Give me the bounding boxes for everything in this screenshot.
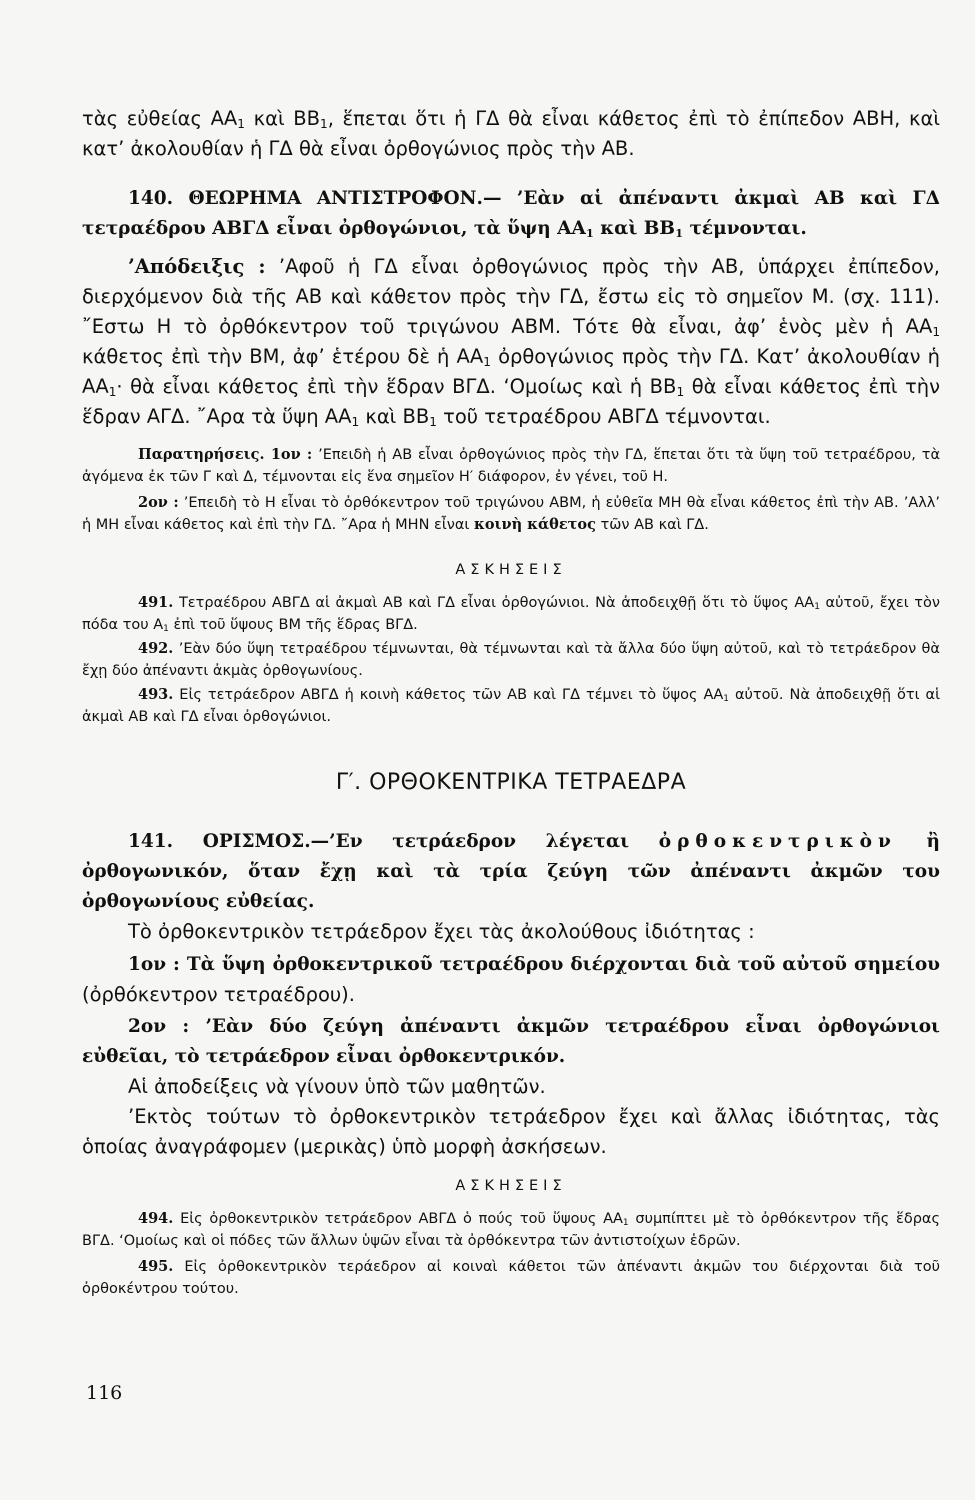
exercise-494: 494. Εἰς ὀρθοκεντρικὸν τετράεδρον ΑΒΓΔ ὁ πούς τοῦ ὕψους $AA_1$ συμπίπτει μὲ τὸ ὀρθόκεντρον τῆς ἕδρας ΒΓΔ. ‘Ομοίως καὶ οἱ πόδες τῶν ἄλλων ὑψῶν εἶναι τὰ ὀρθόκεντρα τῶν ἀντιστοίχων ἑδρῶν. (82, 1210, 940, 1249)
page-number: 116 (86, 1382, 123, 1404)
remarks-2: 2ον : ’Επειδὴ τὸ Η εἶναι τὸ ὀρθόκεντρον τοῦ τριγώνου ΑΒΜ, ἡ εὐθεῖα ΜΗ θὰ εἶναι κάθετος ἐπὶ τὴν ΑΒ. ’Αλλ’ ἡ ΜΗ εἶναι κάθετος καὶ ἐπὶ τὴν ΓΔ. ῎Αρα ἡ ΜΗΝ εἶναι κοινὴ κάθετος τῶν ΑΒ καὶ ΓΔ. (82, 494, 940, 533)
remarks-1: Παρατηρήσεις. 1ον : ’Επειδὴ ἡ ΑΒ εἶναι ὀρθογώνιος πρὸς τὴν ΓΔ, ἕπεται ὅτι τὰ ὕψη τοῦ τετραέδρου, τὰ ἀγόμενα ἐκ τῶν Γ καὶ Δ, τέμνονται εἰς ἕνα σημεῖον Η′ διάφορον, ἐν γένει, τοῦ Η. (82, 446, 940, 485)
theorem-140: 140. ΘΕΩΡΗΜΑ ΑΝΤΙΣΤΡΟΦΟΝ.— ’Εὰν αἱ ἀπέναντι ἀκμαὶ ΑΒ καὶ ΓΔ τετραέδρου ΑΒΓΔ εἶναι ὀρθογώνιοι, τὰ ὕψη $AA_1$ καὶ $BB_1$ τέμνονται. (82, 188, 940, 240)
other-properties: ’Εκτὸς τούτων τὸ ὀρθοκεντρικὸν τετράεδρον ἔχει καὶ ἄλλας ἰδιότητας, τὰς ὁποίας ἀναγράφομεν (μερικὰς) ὑπὸ μορφὴ ἀσκήσεων. (82, 1105, 940, 1158)
exercises-heading-1: ΑΣΚΗΣΕΙΣ (455, 562, 567, 578)
exercise-491: 491. Τετραέδρου ΑΒΓΔ αἱ ἀκμαὶ ΑΒ καὶ ΓΔ εἶναι ὀρθογώνιοι. Νὰ ἀποδειχθῇ ὅτι τὸ ὕψος $AA_1$ αὐτοῦ, ἔχει τὸν πόδα του $A_1$ ἐπὶ τοῦ ὕψους ΒΜ τῆς ἕδρας ΒΓΔ. (82, 594, 940, 635)
exercise-493: 493. Εἰς τετράεδρον ΑΒΓΔ ἡ κοινὴ κάθετος τῶν ΑΒ καὶ ΓΔ τέμνει τὸ ὕψος $AA_1$ αὐτοῦ. Νὰ ἀποδειχθῇ ὅτι αἱ ἀκμαὶ ΑΒ καὶ ΓΔ εἶναι ὀρθογώνιοι. (82, 686, 941, 725)
intro-paragraph: τὰς εὐθείας $AA_1$ καὶ $BB_1$, ἕπεται ὅτι ἡ ΓΔ θὰ εἶναι κάθετος ἐπὶ τὸ ἐπίπεδον ΑΒΗ, καὶ κατ’ ἀκολουθίαν ἡ ΓΔ θὰ εἶναι ὀρθογώνιος πρὸς τὴν ΑΒ. (82, 107, 940, 160)
property-1: 1ον : Τὰ ὕψη ὀρθοκεντρικοῦ τετραέδρου διέρχονται διὰ τοῦ αὐτοῦ σημείου (ὀρθόκεντρον τετραέδρου). (82, 954, 940, 1006)
page-body (82, 100, 940, 1300)
defined-term: ὀρθοκεντρικὸν (658, 831, 897, 852)
remarks-label: Παρατηρήσεις. (138, 446, 265, 463)
exercises-heading-2: ΑΣΚΗΣΕΙΣ (455, 1178, 567, 1194)
definition-141: 141. ΟΡΙΣΜΟΣ.—’Εν τετράεδρον λέγεται ὀρθοκεντρικὸν ἢ ὀρθογωνικόν, ὅταν ἔχῃ καὶ τὰ τρία ζεύγη τῶν ἀπέναντι ἀκμῶν του ὀρθογωνίους εὐθείας. (82, 831, 940, 912)
property-2: 2ον : ’Εὰν δύο ζεύγη ἀπέναντι ἀκμῶν τετραέδρου εἶναι ὀρθογώνιοι εὐθεῖαι, τὸ τετράεδρον εἶναι ὀρθοκεντρικόν. (82, 1016, 940, 1067)
exercise-495: 495. Εἰς ὀρθοκεντρικὸν τεράεδρον αἱ κοιναὶ κάθετοι τῶν ἀπέναντι ἀκμῶν του διέρχονται διὰ τοῦ ὀρθοκέντρου τούτου. (82, 1258, 940, 1297)
proof-140: ’Απόδειξις : ’Αφοῦ ἡ ΓΔ εἶναι ὀρθογώνιος πρὸς τὴν ΑΒ, ὑπάρχει ἐπίπεδον, διερχόμενον διὰ τῆς ΑΒ καὶ κάθετον πρὸς τὴν ΓΔ, ἔστω εἰς τὸ σημεῖον Μ. (σχ. 111). ῎Εστω Η τὸ ὀρθόκεντρον τοῦ τριγώνου ΑΒΜ. Τότε θὰ εἶναι, ἀφ’ ἑνὸς μὲν ἡ $AA_1$ κάθετος ἐπὶ τὴν ΒΜ, ἀφ’ ἑτέρου δὲ ἡ $AA_1$ ὀρθογώνιος πρὸς τὴν ΓΔ. Κατ’ ἀκολουθίαν ἡ $AA_1\cdot$ θὰ εἶναι κάθετος ἐπὶ τὴν ἕδραν ΒΓΔ. ‘Ομοίως καὶ ἡ $BB_1$ θὰ εἶναι κάθετος ἐπὶ τὴν ἕδραν ΑΓΔ. ῎Αρα τὰ ὕψη $AA_1$ καὶ $BB_1$ τοῦ τετραέδρου ΑΒΓΔ τέμνονται. (82, 255, 940, 430)
proofs-note: Αἱ ἀποδείξεις νὰ γίνουν ὑπὸ τῶν μαθητῶν. (128, 1075, 546, 1098)
section-title: Γ′. ΟΡΘΟΚΕΝΤΡΙΚΑ ΤΕΤΡΑΕΔΡΑ (335, 770, 687, 795)
proof-label: ’Απόδειξις : (128, 255, 266, 278)
exercise-492: 492. ’Εὰν δύο ὕψη τετραέδρου τέμνωνται, θὰ τέμνωνται καὶ τὰ ἄλλα δύο ὕψη αὐτοῦ, καὶ τὸ τετράεδρον θὰ ἔχῃ δύο ἀπέναντι ἀκμὰς ὀρθογωνίους. (82, 640, 940, 679)
properties-intro: Τὸ ὀρθοκεντρικὸν τετράεδρον ἔχει τὰς ἀκολούθους ἰδιότητας : (128, 920, 755, 943)
